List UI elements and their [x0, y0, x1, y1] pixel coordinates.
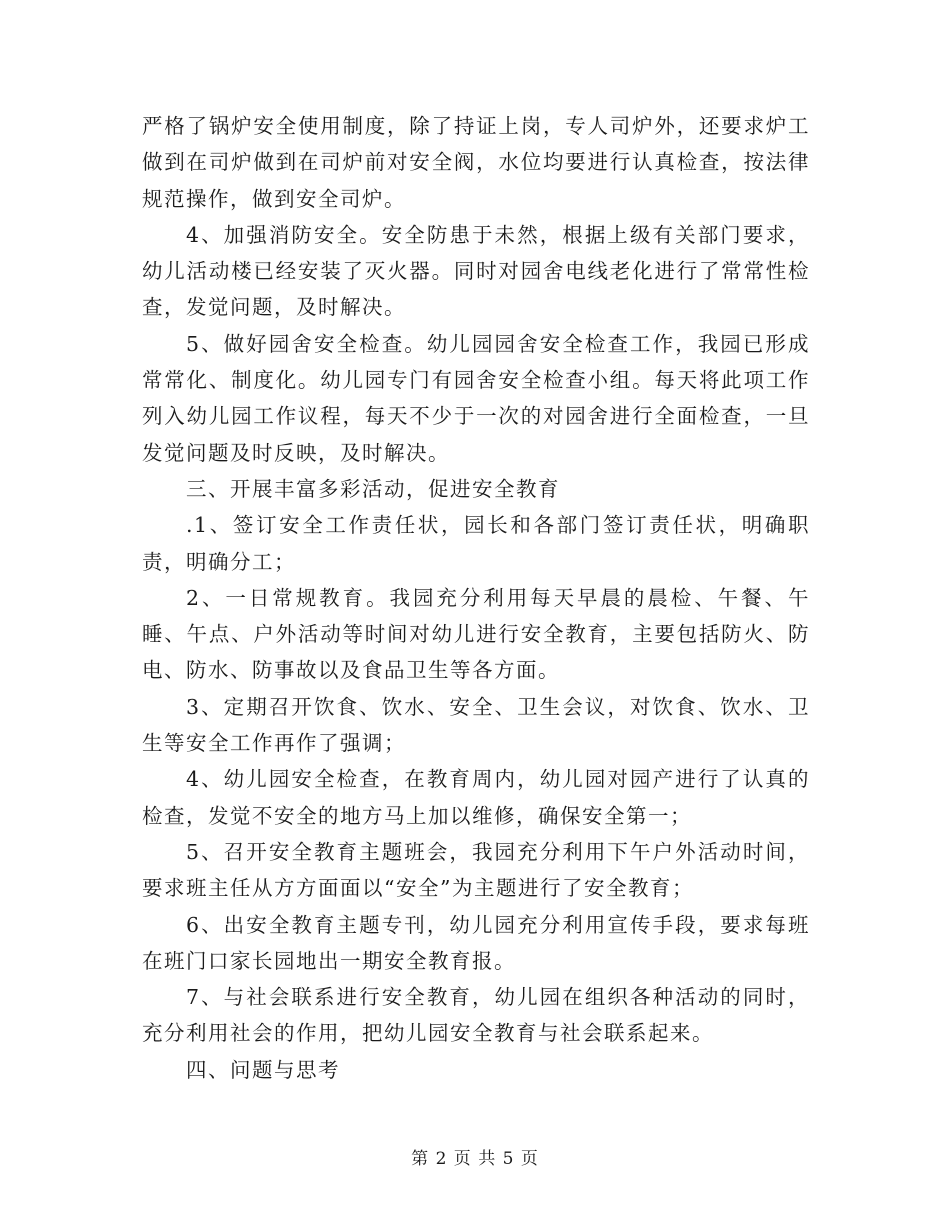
paragraph-6: 2、一日常规教育。我园充分利用每天早晨的晨检、午餐、午睡、午点、户外活动等时间对幼儿进行安全教育，主要包括防火、防电、防水、防事故以及食品卫生等各方面。 — [142, 585, 810, 683]
paragraph-1: 严格了锅炉安全使用制度，除了持证上岗，专人司炉外，还要求炉工做到在司炉做到在司炉前对安全阀，水位均要进行认真检查，按法律规范操作，做到安全司炉。 — [142, 114, 810, 211]
page-number-footer: 第 2 页 共 5 页 — [411, 1149, 539, 1169]
paragraph-10: 6、出安全教育主题专刊，幼儿园充分利用宣传手段，要求每班在班门口家长园地出一期安全教育报。 — [142, 912, 810, 973]
paragraph-7: 3、定期召开饮食、饮水、安全、卫生会议，对饮食、饮水、卫生等安全工作再作了强调； — [142, 694, 810, 756]
section-heading-4: 四、问题与思考 — [186, 1057, 340, 1082]
paragraph-2: 4、加强消防安全。安全防患于未然，根据上级有关部门要求，幼儿活动楼已经安装了灭火器。同时对园舍电线老化进行了常常性检查，发觉问题，及时解决。 — [142, 222, 810, 320]
document-body — [142, 108, 810, 1088]
paragraph-3: 5、做好园舍安全检查。幼儿园园舍安全检查工作，我园已形成常常化、制度化。幼儿园专门有园舍安全检查小组。每天将此项工作列入幼儿园工作议程，每天不少于一次的对园舍进行全面检查，一旦发觉问题及时反映，及时解决。 — [142, 331, 810, 465]
paragraph-8: 4、幼儿园安全检查，在教育周内，幼儿园对园产进行了认真的检查，发觉不安全的地方马上加以维修，确保安全第一； — [142, 767, 810, 828]
paragraph-9: 5、召开安全教育主题班会，我园充分利用下午户外活动时间，要求班主任从方方面面以“安全”为主题进行了安全教育； — [142, 839, 810, 901]
section-heading-3: 三、开展丰富多彩活动，促进安全教育 — [186, 476, 560, 501]
paragraph-5: .1、签订安全工作责任状，园长和各部门签订责任状，明确职责，明确分工； — [142, 513, 810, 574]
paragraph-11: 7、与社会联系进行安全教育，幼儿园在组织各种活动的同时，充分利用社会的作用，把幼儿园安全教育与社会联系起来。 — [142, 985, 810, 1046]
